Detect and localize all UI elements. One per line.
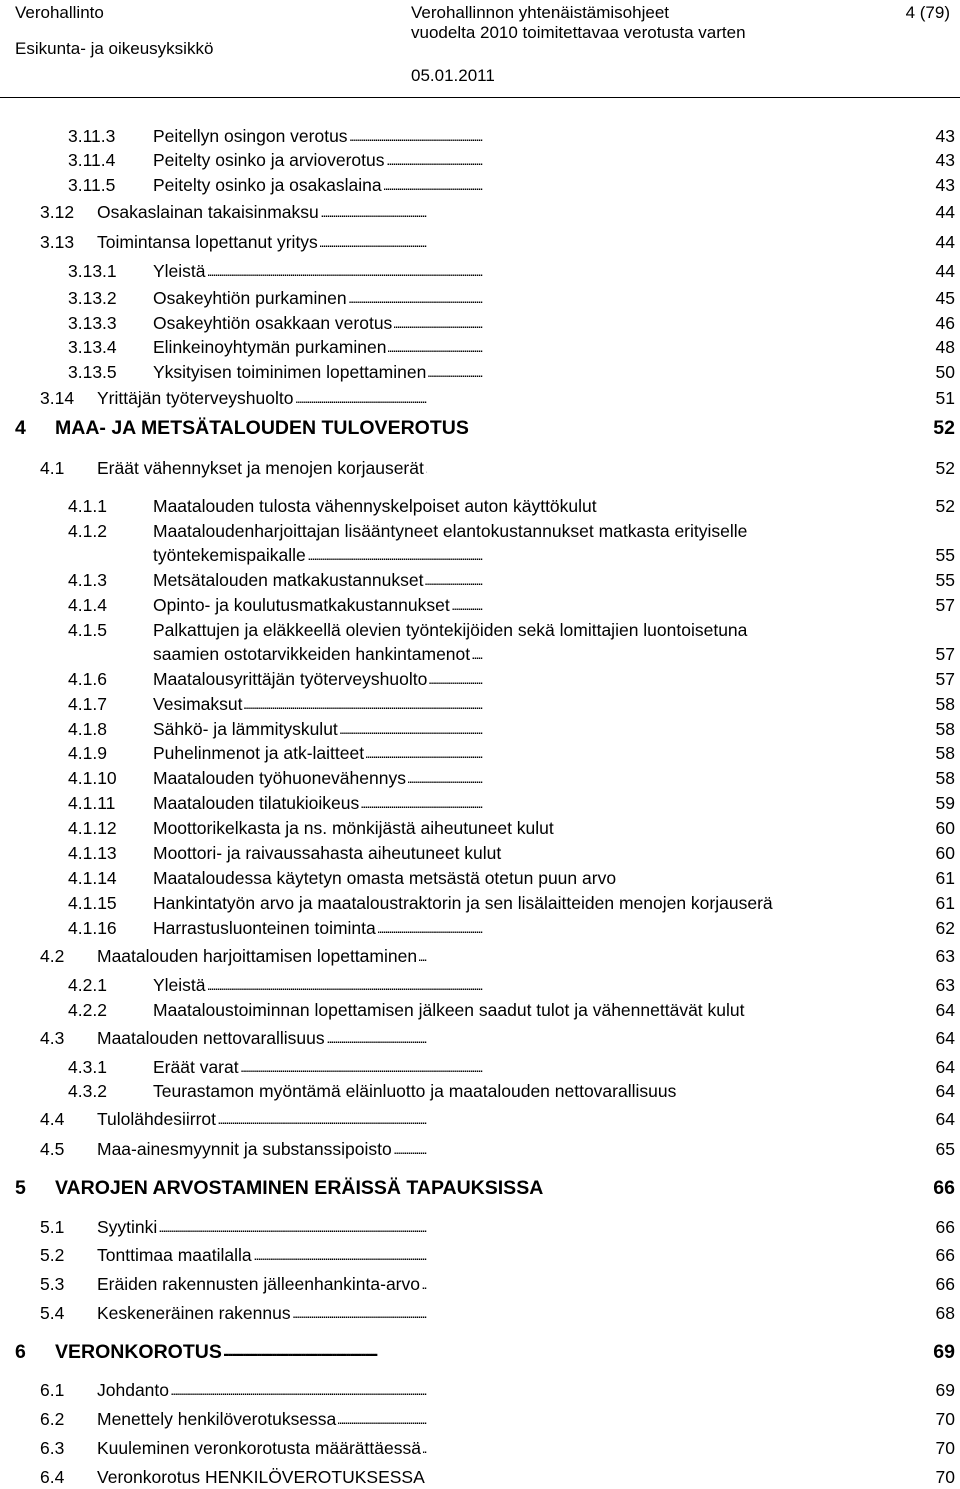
toc-entry-title-line xyxy=(153,311,919,335)
toc-entry-number: 3.13.1 xyxy=(68,261,117,281)
toc-entry-title xyxy=(153,891,919,915)
toc-entry-number: 4.4 xyxy=(40,1109,65,1129)
toc-entry-number: 4.1.5 xyxy=(68,620,107,640)
toc-entry-title-line xyxy=(153,360,919,384)
toc-entry[interactable] xyxy=(68,593,955,617)
toc-entry-title-text: Maatalouden tilatukioikeus xyxy=(153,793,360,813)
toc-entry-page: 57 xyxy=(935,669,955,689)
toc-entry-title xyxy=(153,766,919,790)
toc-entry-title-line xyxy=(97,1272,919,1296)
toc-entry-page: 43 xyxy=(935,175,955,195)
toc-entry-title-text: Moottori- ja raivaussahasta aiheutuneet kulut xyxy=(153,843,502,863)
header-unit: Esikunta- ja oikeusyksikkö xyxy=(15,39,214,58)
toc-entry-page: 65 xyxy=(935,1139,955,1159)
toc-entry-title xyxy=(153,717,919,741)
toc-entry[interactable] xyxy=(68,360,955,384)
toc-entry-title-line xyxy=(153,791,919,815)
toc-entry-title-text: Kuuleminen veronkorotusta määrättäessä xyxy=(97,1438,421,1458)
header-doc-subtitle: vuodelta 2010 toimitettavaa verotusta varten xyxy=(411,23,746,42)
toc-entry-title xyxy=(97,1026,919,1050)
toc-entry-page: 63 xyxy=(935,946,955,966)
toc-entry-page: 52 xyxy=(935,496,955,516)
toc-entry-title xyxy=(97,1272,919,1296)
toc-entry-title xyxy=(153,973,919,997)
toc-entry[interactable] xyxy=(68,717,955,741)
toc-entry[interactable] xyxy=(40,1301,955,1325)
toc-entry-title-line xyxy=(153,543,919,567)
toc-entry-title-line xyxy=(153,148,919,172)
toc-entry-title xyxy=(55,414,917,442)
toc-entry-number: 6.4 xyxy=(40,1467,65,1487)
toc-entry-page: 58 xyxy=(935,694,955,714)
toc-entry-number: 4.1.8 xyxy=(68,719,107,739)
toc-entry-title-line xyxy=(153,1079,919,1103)
toc-entry-title xyxy=(153,866,919,890)
toc-entry-page: 55 xyxy=(935,545,955,565)
toc-entry-title xyxy=(153,667,919,691)
toc-entry-title-text: Eräiden rakennusten jälleenhankinta-arvo xyxy=(97,1274,420,1294)
toc-entry-title-text: Maataloudessa käytetyn omasta metsästä otetun puun arvo xyxy=(153,868,617,888)
toc-entry-page: 44 xyxy=(935,261,955,281)
toc-entry[interactable] xyxy=(40,200,955,224)
toc-entry-page: 66 xyxy=(935,1245,955,1265)
toc-entry-title-line xyxy=(97,1301,919,1325)
toc-entry-title xyxy=(153,259,919,283)
toc-entry[interactable] xyxy=(68,519,955,567)
toc-entry-title-text: Elinkeinoyhtymän purkaminen xyxy=(153,337,387,357)
toc-entry-title-text: Veronkorotus HENKILÖVEROTUKSESSA xyxy=(97,1467,425,1487)
toc-entry-title-text: Tonttimaa maatilalla xyxy=(97,1245,252,1265)
toc-entry-page: 43 xyxy=(935,126,955,146)
toc-entry-number: 6.3 xyxy=(40,1438,65,1458)
toc-entry[interactable] xyxy=(68,568,955,592)
toc-entry-title-text: Yleistä xyxy=(153,261,206,281)
toc-entry-number: 4.2.2 xyxy=(68,1000,107,1020)
toc-entry-title-text: Tulolähdesiirrot xyxy=(97,1109,216,1129)
toc-entry-title-line xyxy=(97,1137,919,1161)
toc-entry-title-text: Osakeyhtiön purkaminen xyxy=(153,288,347,308)
toc-entry-title-line xyxy=(153,717,919,741)
toc-entry-title-line xyxy=(97,200,919,224)
toc-entry-title-line xyxy=(153,335,919,359)
toc-entry-title xyxy=(153,998,919,1022)
toc-entry[interactable] xyxy=(68,692,955,716)
toc-entry-number: 4.2 xyxy=(40,946,65,966)
toc-entry-page: 70 xyxy=(935,1409,955,1429)
toc-entry-page: 52 xyxy=(935,458,955,478)
toc-entry-title-line xyxy=(97,1436,919,1460)
toc-entry-number: 4.1.15 xyxy=(68,893,117,913)
toc-entry-number: 6.2 xyxy=(40,1409,65,1429)
toc-entry-number: 3.14 xyxy=(40,388,75,408)
toc-entry-title-line xyxy=(153,259,919,283)
toc-entry-title xyxy=(153,124,919,148)
toc-entry-title xyxy=(97,1378,919,1402)
toc-entry-title-line xyxy=(153,741,919,765)
toc-entry-title-text: Puhelinmenot ja atk-laitteet xyxy=(153,743,365,763)
toc-entry-number: 4.1.1 xyxy=(68,496,107,516)
toc-entry-number: 3.13.3 xyxy=(68,313,117,333)
toc-entry-page: 45 xyxy=(935,288,955,308)
toc-entry-title-text: Eräät varat xyxy=(153,1057,239,1077)
toc-entry-title-text: Yrittäjän työterveyshuolto xyxy=(97,388,294,408)
toc-entry-title xyxy=(153,593,919,617)
toc-entry-number: 5 xyxy=(15,1177,26,1199)
toc-entry-title-line xyxy=(55,414,917,442)
toc-entry[interactable] xyxy=(68,766,955,790)
toc-entry-title-text: Sähkö- ja lämmityskulut xyxy=(153,719,338,739)
toc-entry-title-text: Maa-ainesmyynnit ja substanssipoisto xyxy=(97,1139,392,1159)
toc-entry-title-line xyxy=(153,593,919,617)
toc-entry[interactable] xyxy=(40,944,955,968)
toc-entry-title-text: Osakeyhtiön osakkaan verotus xyxy=(153,313,393,333)
toc-entry-title-line xyxy=(97,1026,919,1050)
toc-entry-title-text: Maatalouden nettovarallisuus xyxy=(97,1028,325,1048)
toc-entry-title-line xyxy=(153,286,919,310)
header-page-number: 4 (79) xyxy=(905,3,950,22)
toc-entry[interactable] xyxy=(40,1026,955,1050)
toc-entry-page: 55 xyxy=(935,570,955,590)
toc-entry[interactable] xyxy=(68,866,955,890)
toc-entry-title-line xyxy=(97,1378,919,1402)
toc-entry-page: 70 xyxy=(935,1438,955,1458)
toc-entry-page: 66 xyxy=(935,1274,955,1294)
toc-entry[interactable] xyxy=(40,230,955,254)
toc-entry-number: 3.11.4 xyxy=(68,150,116,170)
toc-entry-page: 57 xyxy=(935,595,955,615)
toc-entry-title-line xyxy=(97,1407,919,1431)
header-doc-title: Verohallinnon yhtenäistämisohjeet xyxy=(411,3,670,22)
toc-entry-number: 4.1.16 xyxy=(68,918,117,938)
toc-entry-title-line xyxy=(97,1215,919,1239)
toc-entry-title xyxy=(97,1301,919,1325)
toc-entry-title-text: VAROJEN ARVOSTAMINEN ERÄISSÄ TAPAUKSISSA xyxy=(55,1177,544,1199)
toc-entry-number: 4.3.2 xyxy=(68,1081,107,1101)
toc-entry-page: 58 xyxy=(935,743,955,763)
toc-entry-title-text: Maatalousyrittäjän työterveyshuolto xyxy=(153,669,428,689)
toc-entry-title-text: Keskeneräinen rakennus xyxy=(97,1303,291,1323)
toc-entry-title xyxy=(153,741,919,765)
toc-entry[interactable] xyxy=(68,494,955,518)
toc-entry-title-line xyxy=(55,1174,917,1202)
toc-entry[interactable] xyxy=(68,1079,955,1103)
toc-entry-title-text: Palkattujen ja eläkkeellä olevien työntekijöiden sekä lomittajien luontoisetuna xyxy=(153,620,748,640)
toc-entry[interactable] xyxy=(68,311,955,335)
toc-entry-title-line xyxy=(97,230,919,254)
toc-entry-title xyxy=(97,1407,919,1431)
toc-entry[interactable] xyxy=(68,124,955,148)
toc-entry-title-text: Syytinki xyxy=(97,1217,158,1237)
toc-entry[interactable] xyxy=(68,916,955,940)
toc-entry-page: 64 xyxy=(935,1109,955,1129)
toc-entry-title xyxy=(153,816,919,840)
toc-entry-title xyxy=(97,1107,919,1131)
toc-entry-title xyxy=(153,148,919,172)
toc-entry[interactable] xyxy=(40,1436,955,1460)
toc-entry[interactable] xyxy=(68,791,955,815)
toc-entry-page: 59 xyxy=(935,793,955,813)
toc-entry-title-line xyxy=(153,568,919,592)
toc-entry-title xyxy=(153,916,919,940)
toc-entry-title-text: Maataloudenharjoittajan lisääntyneet elantokustannukset matkasta erityiselle xyxy=(153,521,748,541)
toc-entry-title-line xyxy=(153,998,919,1022)
toc-entry[interactable] xyxy=(68,618,955,666)
toc-entry-title-line xyxy=(97,386,919,410)
toc-entry-page: 58 xyxy=(935,719,955,739)
toc-entry[interactable] xyxy=(40,1243,955,1267)
toc-entry[interactable] xyxy=(40,1107,955,1131)
toc-entry-number: 3.11.5 xyxy=(68,175,116,195)
toc-entry-title xyxy=(153,791,919,815)
toc-entry[interactable] xyxy=(68,741,955,765)
toc-entry-number: 6 xyxy=(15,1341,26,1363)
toc-entry-title-text: MAA- JA METSÄTALOUDEN TULOVEROTUS xyxy=(55,417,469,439)
toc-entry-page: 61 xyxy=(935,893,955,913)
toc-entry-number: 4.3 xyxy=(40,1028,65,1048)
toc-entry-number: 4.1.2 xyxy=(68,521,107,541)
toc-entry-title xyxy=(97,200,919,224)
toc-entry-title-text: Maatalouden harjoittamisen lopettaminen xyxy=(97,946,418,966)
toc-entry-title-text: Maatalouden tulosta vähennyskelpoiset auton käyttökulut xyxy=(153,496,597,516)
toc-entry[interactable] xyxy=(40,386,955,410)
toc-entry-title xyxy=(97,1436,919,1460)
toc-entry-title-line xyxy=(153,618,919,642)
toc-entry-number: 4.1.12 xyxy=(68,818,117,838)
toc-entry[interactable] xyxy=(40,1465,955,1489)
toc-entry-title-line xyxy=(153,916,919,940)
toc-entry[interactable] xyxy=(68,335,955,359)
toc-entry-title-text: VERONKOROTUS xyxy=(55,1341,222,1363)
toc-entry-title-line xyxy=(153,124,919,148)
toc-entry-title-line xyxy=(153,973,919,997)
toc-entry-title xyxy=(153,173,919,197)
toc-entry[interactable] xyxy=(15,1338,955,1366)
toc-entry-title xyxy=(153,692,919,716)
toc-entry-title xyxy=(153,494,919,518)
toc-entry-title-text: työntekemispaikalle xyxy=(153,545,306,565)
toc-entry-title xyxy=(97,944,919,968)
toc-entry-page: 70 xyxy=(935,1467,955,1487)
toc-entry-number: 5.2 xyxy=(40,1245,65,1265)
toc-entry-title xyxy=(97,1465,919,1489)
toc-entry-title xyxy=(153,568,919,592)
toc-entry-title-text: Moottorikelkasta ja ns. mönkijästä aiheutuneet kulut xyxy=(153,818,554,838)
toc-entry-number: 3.12 xyxy=(40,202,75,222)
toc-entry-title xyxy=(97,230,919,254)
toc-entry-number: 4.1.11 xyxy=(68,793,116,813)
toc-entry[interactable] xyxy=(68,286,955,310)
toc-entry-title-line xyxy=(97,944,919,968)
toc-entry-page: 48 xyxy=(935,337,955,357)
toc-entry-page: 64 xyxy=(935,1057,955,1077)
toc-entry-title xyxy=(153,519,919,567)
toc-entry-title xyxy=(97,1243,919,1267)
toc-entry-title xyxy=(97,386,919,410)
toc-entry-number: 6.1 xyxy=(40,1380,65,1400)
toc-entry-number: 4.1.4 xyxy=(68,595,107,615)
toc-entry[interactable] xyxy=(68,816,955,840)
toc-entry-title-line xyxy=(153,692,919,716)
toc-entry-title-text: Yksityisen toiminimen lopettaminen xyxy=(153,362,427,382)
toc-entry[interactable] xyxy=(15,1174,955,1202)
toc-entry-page: 43 xyxy=(935,150,955,170)
toc-entry-title-line xyxy=(55,1338,917,1366)
toc-entry-title-text: Harrastusluonteinen toiminta xyxy=(153,918,376,938)
toc-entry-title-line xyxy=(97,1243,919,1267)
toc-entry-title xyxy=(97,456,919,480)
toc-entry-title-line xyxy=(97,1465,919,1489)
toc-entry-page: 62 xyxy=(935,918,955,938)
toc-entry-title xyxy=(97,1215,919,1239)
toc-entry-title-text: Peitellyn osingon verotus xyxy=(153,126,348,146)
toc-entry-title-line xyxy=(153,642,919,666)
toc-entry-number: 5.3 xyxy=(40,1274,65,1294)
toc-entry-title-line xyxy=(153,841,919,865)
toc-entry-title-text: Peitelty osinko ja arvioverotus xyxy=(153,150,385,170)
toc-entry-number: 4.1.6 xyxy=(68,669,107,689)
toc-entry-title-text: Teurastamon myöntämä eläinluotto ja maatalouden nettovarallisuus xyxy=(153,1081,677,1101)
toc-entry-page: 61 xyxy=(935,868,955,888)
toc-entry-page: 60 xyxy=(935,843,955,863)
toc-entry-page: 60 xyxy=(935,818,955,838)
toc-entry-title-text: Johdanto xyxy=(97,1380,170,1400)
toc-entry-title-text: Osakaslainan takaisinmaksu xyxy=(97,202,319,222)
toc-entry[interactable] xyxy=(68,259,955,283)
toc-entry-title-text: Menettely henkilöverotuksessa xyxy=(97,1409,337,1429)
toc-entry-title-text: Maataloustoiminnan lopettamisen jälkeen saadut tulot ja vähennettävät kulut xyxy=(153,1000,745,1020)
toc-entry-title-line xyxy=(153,494,919,518)
toc-entry-number: 4.1.13 xyxy=(68,843,117,863)
toc-entry-title xyxy=(153,311,919,335)
toc-entry-number: 4.5 xyxy=(40,1139,65,1159)
toc-entry-number: 4.1.7 xyxy=(68,694,107,714)
header-date: 05.01.2011 xyxy=(411,66,495,85)
toc-entry-page: 66 xyxy=(933,1177,955,1199)
toc-entry-page: 64 xyxy=(935,1000,955,1020)
toc-entry-title-line xyxy=(153,816,919,840)
header-org: Verohallinto xyxy=(15,3,104,22)
toc-entry-page: 58 xyxy=(935,768,955,788)
toc-entry-title xyxy=(153,618,919,666)
toc-entry[interactable] xyxy=(68,667,955,691)
toc-entry-number: 4 xyxy=(15,417,26,439)
toc-entry-number: 4.1.9 xyxy=(68,743,107,763)
toc-entry-title-text: Peitelty osinko ja osakaslaina xyxy=(153,175,382,195)
toc-entry-title-line xyxy=(153,173,919,197)
toc-entry-number: 3.11.3 xyxy=(68,126,116,146)
toc-entry[interactable] xyxy=(68,1055,955,1079)
toc-entry-title xyxy=(153,1079,919,1103)
toc-entry-number: 3.13 xyxy=(40,232,75,252)
toc-entry-number: 4.2.1 xyxy=(68,975,107,995)
toc-entry-number: 4.1 xyxy=(40,458,65,478)
toc-entry-page: 66 xyxy=(935,1217,955,1237)
toc-entry-title-text: Toimintansa lopettanut yritys xyxy=(97,232,318,252)
toc-entry-title-text: Maatalouden työhuonevähennys xyxy=(153,768,406,788)
toc-entry-title-text: Opinto- ja koulutusmatkakustannukset xyxy=(153,595,450,615)
toc-entry-title-text: Yleistä xyxy=(153,975,206,995)
toc-entry-page: 51 xyxy=(935,388,955,408)
toc-entry-title xyxy=(153,286,919,310)
toc-entry-page: 44 xyxy=(935,232,955,252)
toc-entry-page: 50 xyxy=(935,362,955,382)
toc-entry[interactable] xyxy=(68,173,955,197)
toc-entry[interactable] xyxy=(68,841,955,865)
toc-entry[interactable] xyxy=(40,1272,955,1296)
toc-entry-title-text: Hankintatyön arvo ja maataloustraktorin ja sen lisälaitteiden menojen korjauserä xyxy=(153,893,773,913)
toc-entry[interactable] xyxy=(68,891,955,915)
toc-entry-title-line xyxy=(97,456,919,480)
toc-entry-title-text: Eräät vähennykset ja menojen korjauserät xyxy=(97,458,424,478)
toc-entry-title-text: Vesimaksut xyxy=(153,694,243,714)
toc-entry-page: 68 xyxy=(935,1303,955,1323)
toc-entry-title-text: Metsätalouden matkakustannukset xyxy=(153,570,424,590)
toc-entry-title-line xyxy=(153,519,919,543)
toc-entry-number: 5.4 xyxy=(40,1303,65,1323)
toc-entry-title xyxy=(153,335,919,359)
toc-entry-number: 3.13.5 xyxy=(68,362,117,382)
toc-entry-page: 64 xyxy=(935,1028,955,1048)
toc-entry[interactable] xyxy=(68,998,955,1022)
toc-entry[interactable] xyxy=(40,1137,955,1161)
toc-entry-title xyxy=(55,1338,917,1366)
toc-entry[interactable] xyxy=(68,973,955,997)
toc-entry-page: 69 xyxy=(935,1380,955,1400)
toc-entry-title xyxy=(153,360,919,384)
toc-entry-number: 3.13.4 xyxy=(68,337,117,357)
toc-entry-number: 4.1.3 xyxy=(68,570,107,590)
toc-entry-title xyxy=(97,1137,919,1161)
toc-entry-title xyxy=(55,1174,917,1202)
toc-entry-page: 69 xyxy=(933,1341,955,1363)
toc-entry-number: 5.1 xyxy=(40,1217,65,1237)
toc-entry[interactable] xyxy=(40,1378,955,1402)
toc-entry-page: 44 xyxy=(935,202,955,222)
toc-entry[interactable] xyxy=(40,456,955,480)
toc-entry-title-line xyxy=(153,891,919,915)
toc-entry-title xyxy=(153,841,919,865)
toc-entry-title-line xyxy=(153,866,919,890)
toc-entry[interactable] xyxy=(15,414,955,442)
toc-entry-page: 57 xyxy=(935,644,955,664)
toc-entry[interactable] xyxy=(40,1215,955,1239)
toc-entry-number: 4.1.14 xyxy=(68,868,117,888)
toc-entry-page: 64 xyxy=(935,1081,955,1101)
toc-entry-number: 4.1.10 xyxy=(68,768,117,788)
toc-entry-title xyxy=(153,1055,919,1079)
toc-entry-number: 3.13.2 xyxy=(68,288,117,308)
toc-entry-page: 46 xyxy=(935,313,955,333)
toc-entry-title-text: saamien ostotarvikkeiden hankintamenot xyxy=(153,644,471,664)
toc-entry[interactable] xyxy=(40,1407,955,1431)
toc-entry-page: 63 xyxy=(935,975,955,995)
toc-entry-page: 52 xyxy=(933,417,955,439)
toc-entry-title-line xyxy=(153,766,919,790)
toc-entry-title-line xyxy=(97,1107,919,1131)
toc-entry-title-line xyxy=(153,667,919,691)
toc-entry-title-line xyxy=(153,1055,919,1079)
toc-entry-number: 4.3.1 xyxy=(68,1057,107,1077)
toc-entry[interactable] xyxy=(68,148,955,172)
